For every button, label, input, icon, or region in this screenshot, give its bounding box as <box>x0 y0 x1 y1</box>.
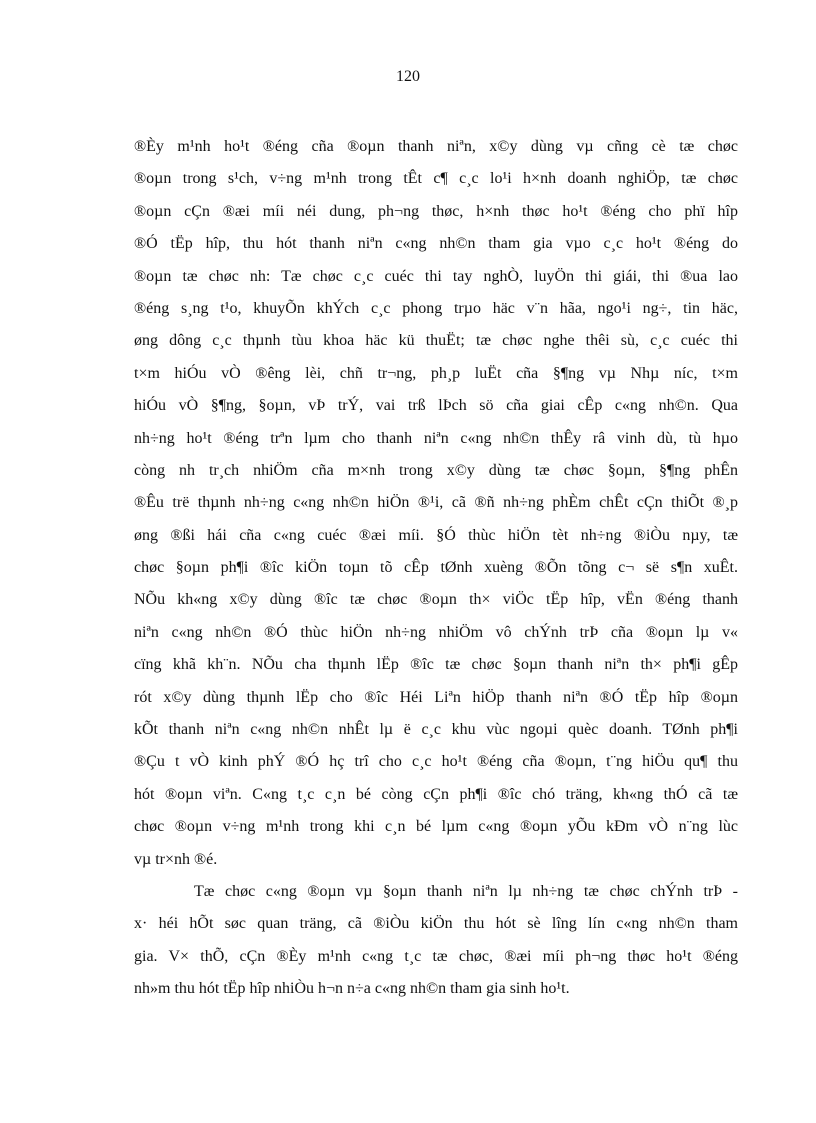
text-line: Tæ chøc c«ng ®oµn vµ §oµn thanh niªn lµ nh÷ng tæ chøc chÝnh trÞ - <box>194 882 738 900</box>
text-line: ®éng s¸ng t¹o, khuyÕn khÝch c¸c phong trµo häc v¨n hãa, ngo¹i ng÷, tin häc, <box>134 299 738 317</box>
text-line: øng ®ßi hái cña c«ng cuéc ®æi míi. §Ó thùc hiÖn tèt nh÷ng ®iÒu nµy, tæ <box>134 526 738 544</box>
text-line: ®Êu trë thµnh nh÷ng c«ng nh©n hiÖn ®¹i, cã ®ñ nh÷ng phÈm chÊt cÇn thiÕt ®¸p <box>134 494 738 512</box>
text-line: chøc ®oµn v÷ng m¹nh trong khi c¸n bé lµm c«ng ®oµn yÕu kÐm vÒ n¨ng lùc <box>134 818 738 836</box>
text-line: nh÷ng ho¹t ®éng trªn lµm cho thanh niªn c«ng nh©n thÊy râ vinh dù, tù hµo <box>134 429 738 447</box>
page-number: 120 <box>396 68 420 85</box>
text-line: x· héi hÕt søc quan träng, cã ®iÒu kiÖn thu hót sè lîng lín c«ng nh©n tham <box>134 915 738 933</box>
text-line: ®Ó tËp hîp, thu hót thanh niªn c«ng nh©n tham gia vµo c¸c ho¹t ®éng do <box>134 235 738 253</box>
text-line: t×m hiÓu vÒ ®êng lèi, chñ tr¬ng, ph¸p luËt cña §¶ng vµ Nhµ níc, t×m <box>134 364 738 382</box>
text-line: kÕt thanh niªn c«ng nh©n nhÊt lµ ë c¸c khu vùc ngoµi quèc doanh. TØnh ph¶i <box>134 721 738 739</box>
text-line: niªn c«ng nh©n ®Ó thùc hiÖn nh÷ng nhiÖm vô chÝnh trÞ cña ®oµn lµ v« <box>134 623 738 641</box>
paragraph <box>134 876 738 1006</box>
text-line: nh»m thu hót tËp hîp nhiÒu h¬n n÷a c«ng nh©n tham gia sinh ho¹t. <box>134 980 570 998</box>
paragraph <box>134 131 738 876</box>
text-line: ®Èy m¹nh ho¹t ®éng cña ®oµn thanh niªn, x©y dùng vµ cñng cè tæ chøc <box>134 138 738 155</box>
body-text <box>134 131 738 1006</box>
text-line: hót ®oµn viªn. C«ng t¸c c¸n bé còng cÇn ph¶i ®îc chó träng, kh«ng thÓ cã tæ <box>134 785 738 803</box>
text-line: gia. V× thÕ, cÇn ®Èy m¹nh c«ng t¸c tæ chøc, ®æi míi ph¬ng thøc ho¹t ®éng <box>134 947 738 965</box>
text-line: cïng khã kh¨n. NÕu cha thµnh lËp ®îc tæ chøc §oµn thanh niªn th× ph¶i gÊp <box>134 656 738 674</box>
text-line: NÕu kh«ng x©y dùng ®îc tæ chøc ®oµn th× viÖc tËp hîp, vËn ®éng thanh <box>134 591 738 609</box>
text-line: ®oµn cÇn ®æi míi néi dung, ph¬ng thøc, h×nh thøc ho¹t ®éng cho phï hîp <box>134 202 738 220</box>
text-line: øng dông c¸c thµnh tùu khoa häc kü thuËt; tæ chøc nghe thêi sù, c¸c cuéc thi <box>134 332 738 350</box>
text-line: còng nh tr¸ch nhiÖm cña m×nh trong x©y dùng tæ chøc §oµn, §¶ng phÊn <box>134 461 738 479</box>
text-line: vµ tr×nh ®é. <box>134 850 218 868</box>
text-line: ®oµn tæ chøc nh: Tæ chøc c¸c cuéc thi tay nghÒ, luyÖn thi giái, thi ®ua lao <box>134 267 738 285</box>
text-line: ®oµn trong s¹ch, v÷ng m¹nh trong tÊt c¶ c¸c lo¹i h×nh doanh nghiÖp, tæ chøc <box>134 170 738 188</box>
text-line: rót x©y dùng thµnh lËp cho ®îc Héi Liªn hiÖp thanh niªn ®Ó tËp hîp ®oµn <box>134 688 738 706</box>
text-line: ®Çu t vÒ kinh phÝ ®Ó hç trî cho c¸c ho¹t ®éng cña ®oµn, t¨ng hiÖu qu¶ thu <box>134 753 738 771</box>
text-line: chøc §oµn ph¶i ®îc kiÖn toµn tõ cÊp tØnh xuèng ®Õn tõng c¬ së s¶n xuÊt. <box>134 559 738 577</box>
text-line: hiÓu vÒ §¶ng, §oµn, vÞ trÝ, vai trß lÞch sö cña giai cÊp c«ng nh©n. Qua <box>134 397 738 415</box>
